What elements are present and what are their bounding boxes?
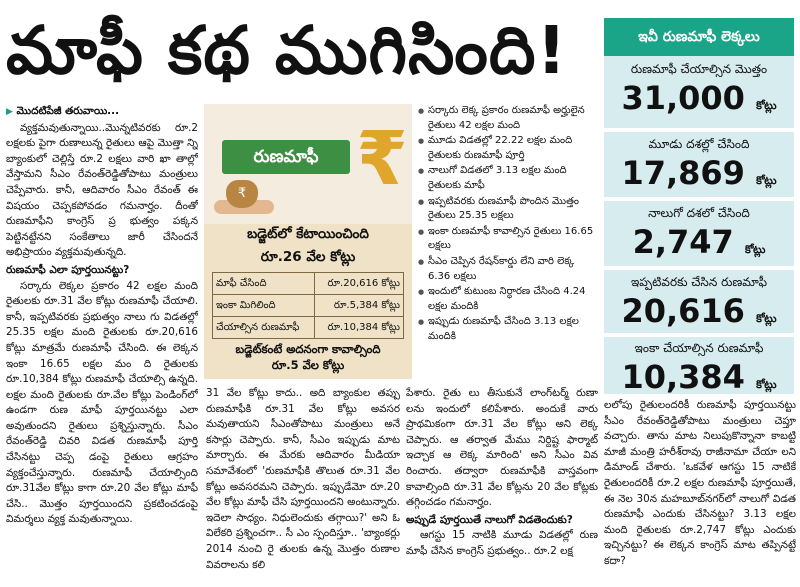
list-item: ● ఇప్పటివరకు రుణమాఫీ పొందిన మొత్తం రైతులు 25.35 లక్షలు xyxy=(418,195,598,224)
list-item: ● సర్కారు లెక్క ప్రకారం రుణమాఫీ అర్హులైన రైతులు 42 లక్షల మంది xyxy=(418,104,598,133)
extra-needed-amount: రూ.5 వేల కోట్లు xyxy=(271,358,345,372)
stat-value: 2,747 కోట్లు xyxy=(632,223,766,261)
budget-amount: రూ.26 వేల కోట్లు xyxy=(260,249,356,265)
rupee-icon: ₹ xyxy=(356,116,408,202)
row-value: రూ.5,384 కోట్లు xyxy=(314,295,403,317)
list-item: ● ఇందులో కుటుంబ నిర్ధారణ చేసింది 4.24 లక్షల మందికి xyxy=(418,285,598,314)
list-item: ● ఇప్పుడు రుణమాఫీ చేసింది 3.13 లక్షల మందికి xyxy=(418,315,598,344)
divider xyxy=(604,333,794,337)
row-value: రూ.20,616 కోట్లు xyxy=(314,273,403,295)
loan-waiver-stats-box xyxy=(604,18,794,394)
paragraph: వ్యక్తమవుతున్నాయి..మొన్నటివరకు రూ.2 లక్షలకు పైగా రుణాలున్న రైతులు ఆపై మొత్తా న్ని బ్యాంకులో చెల్లిస్తే రూ.2 లక్షలు వారి ఖా తాల్లో వేస్తామని సీఎం రేవంత్‌రెడ్డితోపాటు మంత్రులు చెప్పేవారు. కానీ, ఆదివారం సీఎం రేవంత్ ఈ విషయం చెప్పకపోవడం గమనార్హం. దీంతో రుణమాఫీని కాంగ్రెస్ ప్ర భుత్వం పక్కన పెట్టినట్టేనని సంకేతాలు జారీ చేసిందనే అభిప్రాయం వ్యక్తమవుతున్నది. xyxy=(6,121,198,259)
table-row xyxy=(213,317,404,339)
infographic-title: రుణమాఫీ xyxy=(222,140,350,174)
stat-card xyxy=(604,339,794,405)
extra-needed-label: బడ్జెట్‌కంటే అదనంగా కావాల్సింది xyxy=(235,342,381,356)
kicker: ▶ మొదటిపేజీ తరువాయి... xyxy=(6,105,120,117)
list-item: ● మూడు విడతల్లో 22.22 లక్షల మంది రైతులకు రుణమాఫీ పూర్తి xyxy=(418,134,598,163)
loan-waiver-infographic xyxy=(204,104,412,379)
list-item: ● నాలుగో విడతలో 3.13 లక్షల మంది రైతులకు మాఫీ xyxy=(418,164,598,193)
column-3 xyxy=(406,386,598,582)
list-item: ● ఇంకా రుణమాఫీ కావాల్సిన రైతులు 16.65 లక్షలు xyxy=(418,225,598,254)
list-item: ● సీఎం చెప్పిన రేషన్‌కార్డు లేని వారి లెక్క 6.36 లక్షలు xyxy=(418,255,598,284)
stat-label: ఇంకా చేయాల్సిన రుణమాఫీ xyxy=(634,341,764,355)
column-2 xyxy=(206,386,400,582)
stat-value: 10,384 కోట్లు xyxy=(621,358,777,396)
money-bag-icon: ₹ xyxy=(226,180,258,208)
stat-card xyxy=(604,60,794,126)
column-1 xyxy=(6,104,198,582)
row-label: చేయాల్సిన రుణమాఫీ xyxy=(213,317,315,339)
fact-bullets xyxy=(418,104,598,379)
row-label: మాఫీ చేసింది xyxy=(213,273,315,295)
stat-value: 31,000 కోట్లు xyxy=(621,79,777,117)
paragraph: 31 వేల కోట్లు కాదు.. అది బ్యాంకుల తప్పు రుణమాఫీకి రూ.31 వేల కోట్లు అవసర మవుతాయని సీఎంతోపాటు మంత్రులు అనే కసార్లు చెప్పారు. కానీ, సీఎం ఇప్పుడు మాట మార్చారు. ఈ మేరకు ఆదివారం మీడియా సమావేశంలో 'రుణమాఫీకి తొలుత రూ.31 వేల కోట్లు అవసరమని చెప్పారు. ఇప్పుడేమో రూ.20 వేల కోట్లు మాఫీ చేసి పూర్తయిందని అంటున్నారు. ఇదెలా సాధ్యం. నిధులెందుకు తగ్గాయి?' అని ఓ విలేకరి ప్రశ్నించగా.. సీ ఎం స్పందిస్తూ.. 'బ్యాంకర్లు 2014 నుంచి రై తులకు ఉన్న మొత్తం రుణాల వివరాలను కలి xyxy=(206,387,400,571)
stat-value: 17,869 కోట్లు xyxy=(621,154,777,192)
row-value: రూ.10,384 కోట్లు xyxy=(314,317,403,339)
table-row xyxy=(213,295,404,317)
arrow-icon: ▶ xyxy=(6,107,13,117)
divider xyxy=(604,128,794,132)
budget-heading: బడ్జెట్‌లో కేటాయించింది xyxy=(247,226,369,242)
divider xyxy=(604,266,794,270)
subheading: రుణమాఫీ ఎలా పూర్తయినట్టు? xyxy=(6,263,130,276)
paragraph: పేశారు. రైతు లు తీసుకునే లాంగ్‌టర్మ్ రుణా లను ఇందులో కలిపేశారు. అందుకే వారు ప్రాథమికంగా రూ.31 వేల కోట్లు అని లెక్క చెప్పారు. ఆ తర్వాత మేము నిర్దిష్ట ఫార్మాట్ ఇచ్చాక ఆ లెక్క మారింది' అని సీఎం వివ రించారు. తద్వారా రుణమాఫీకి వాస్తవంగా కావాల్సింది రూ.31 వేల కోట్లను 20 వేల కోట్లకు తగ్గించడం గమనార్హం. xyxy=(406,387,598,509)
stat-value: 20,616 కోట్లు xyxy=(621,292,777,330)
budget-table xyxy=(212,272,404,339)
table-row xyxy=(213,273,404,295)
headline: మాఫీ కథ ముగిసింది! xyxy=(6,12,568,89)
paragraph: లలోపు రైతులందరికీ రుణమాఫీ పూర్తయినట్టు సీఎం రేవంత్‌రెడ్డితోపాటు మంత్రులు చెప్తూ వచ్చారు. తాను మాట నిలుపుకొన్నానా కాబట్టి మాజీ మంత్రి హరీశ్‌రావు రాజీనామా చేయా లని డిమాండ్ చేశారు. 'ఒకవేళ ఆగస్టు 15 నాటికే రైతులందరికీ రూ.2 లక్షల రుణమాఫీ పూర్తయితే, ఈ నెల 30న మహబూబ్‌నగర్‌లో నాలుగో విడత రుణమాఫీ ఎందుకు చేసినట్టు? 3.13 లక్షల మంది రైతులకు రూ.2,747 కోట్లు ఎందుకు ఇచ్చినట్టు? ఈ లెక్కన కాంగ్రెస్ మాట తప్పినట్టే కదా? xyxy=(604,399,796,567)
stats-header: ఇవీ రుణమాఫీ లెక్కలు xyxy=(604,18,794,56)
stat-card xyxy=(604,135,794,201)
stat-label: నాలుగో దశలో చేసింది xyxy=(648,206,750,220)
stat-card xyxy=(604,204,794,270)
divider xyxy=(604,197,794,201)
column-4 xyxy=(604,398,796,582)
paragraph: ఆగస్టు 15 నాటికి మూడు విడతల్లో రుణ మాఫీ చేసిన కాంగ్రెస్ ప్రభుత్వం.. రూ.2 లక్ష xyxy=(406,529,598,557)
stat-label: రుణమాఫీ చేయాల్సిన మొత్తం xyxy=(630,62,768,76)
row-label: ఇంకా మిగిలింది xyxy=(213,295,315,317)
stat-label: మూడు దశల్లో చేసింది xyxy=(648,137,750,151)
stat-card xyxy=(604,273,794,339)
paragraph: సర్కారు లెక్కల ప్రకారం 42 లక్షల మంది రైతులకు రూ.31 వేల కోట్లు రుణమాఫీ చేయాలి. కానీ, ఇప్పటివరకు ప్రభుత్వం నాలు గు విడతల్లో 25.35 లక్షల మంది రైతులకు రూ.20,616 కోట్లు మాత్రమే రుణమాఫీ చేసింది. ఈ లెక్కన ఇంకా 16.65 లక్షల మం ది రైతులకు రూ.10,384 కోట్లు రుణమాఫీ చేయాల్సి ఉన్నది. లక్షల మంది రైతులకు రూ.వేల కోట్లు పెండింగ్‌లో ఉండగా రుణ మాఫీ పూర్తయినట్టు ఎలా అవుతుందని రైతులు ప్రశ్నిస్తున్నారు. సీఎం రేవంత్‌రెడ్డి చివరి విడత రుణమాఫీ పూర్తి చేసినట్టు చెప్ప డంపై రైతులు ఆగ్రహం వ్యక్తంచేస్తున్నారు. రుణమాఫీ చేయాల్సింది రూ.31వేల కోట్లు కాగా రూ.20 వేల కోట్లు మాఫీ చేసి.. మొత్తం పూర్తయిందని ప్రకటించడంపై విమర్శలు వ్యక్త మవుతున్నాయి. xyxy=(6,279,198,526)
subheading: అప్పుడే పూర్తయితే నాలుగో విడతెందుకు? xyxy=(406,513,573,526)
stat-label: ఇప్పటివరకు చేసిన రుణమాఫీ xyxy=(631,275,767,289)
